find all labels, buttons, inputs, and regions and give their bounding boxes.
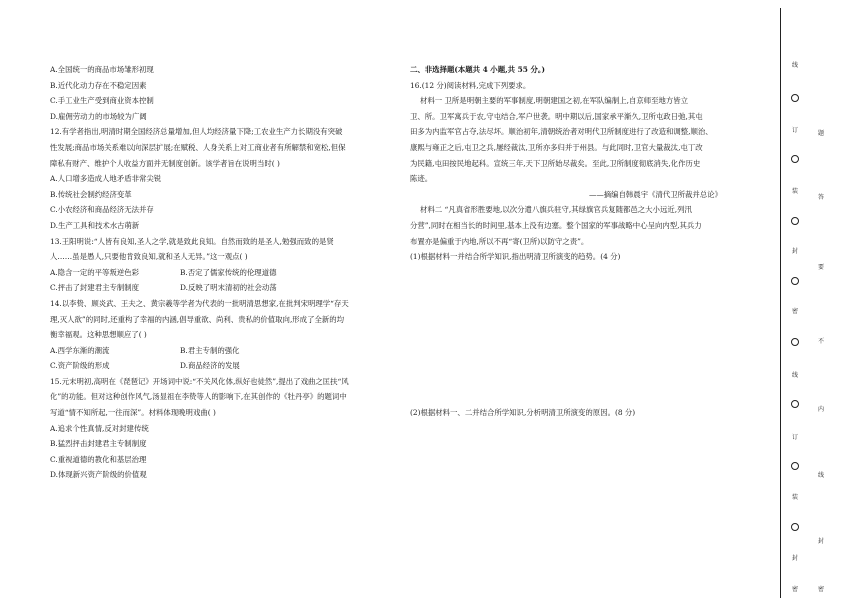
binding-label-2: 订 [792, 127, 799, 134]
question-14-line3: 衡幸福观。这种思想顺应了( ) [50, 330, 147, 340]
material1-line1: 材料一 卫所是明朝主要的军事制度,明朝建国之初,在军队编制上,自京师至地方皆立 [420, 96, 689, 106]
inner-label-2: 答 [818, 194, 825, 201]
material1-line6: 陈迹。 [410, 174, 433, 184]
options-13-row1 [50, 265, 375, 281]
option-14a: A.西学东渐的潮流 [50, 345, 110, 355]
inner-label-1: 题 [818, 130, 825, 137]
material1-line2: 卫、所。卫军寓兵于农,守屯结合,军户世袭。明中期以后,国家承平渐久,卫所屯政日弛,其屯 [410, 111, 703, 121]
binding-circle-3 [791, 217, 799, 225]
option-11c: C.手工业生产受到商业资本控制 [50, 96, 154, 106]
inner-label-5: 内 [818, 406, 825, 413]
binding-circle-8 [791, 523, 799, 531]
binding-label-8: 装 [792, 494, 799, 501]
option-14d: D.商品经济的发展 [180, 361, 240, 371]
question-14-line1: 14.以李贽、顾炎武、王夫之、黄宗羲等学者为代表的一批明清思想家,在批判宋明理学“存天 [50, 298, 349, 308]
option-11d: D.雇佣劳动力的市场较为广阔 [50, 111, 147, 121]
option-15d: D.体现新兴资产阶级的价值观 [50, 470, 147, 480]
right-column [410, 62, 740, 420]
material1-line5: 为民籍,屯田按民地起科。宣统三年,天下卫所始尽裁矣。至此,卫所制度彻底消失,化作历史 [410, 158, 701, 168]
options-14-row1 [50, 343, 375, 359]
option-14b: B.君主专制的强化 [180, 345, 240, 355]
section-title: 二、非选择题(本题共 4 小题,共 55 分。) [410, 65, 546, 74]
binding-circle-1 [791, 94, 799, 102]
question-13-line2: 人……虽是愚人,只要他肯致良知,就和圣人无异。”这一观点( ) [50, 252, 248, 262]
binding-line [780, 8, 781, 598]
binding-label-3: 装 [792, 188, 799, 195]
options-13-row2 [50, 280, 375, 296]
inner-label-6: 线 [818, 472, 825, 479]
answer-space-1 [410, 265, 740, 335]
question-12-line3: 障私有财产、维护个人收益方面并无制度创新。该学者旨在说明当时( ) [50, 158, 280, 168]
question-14-line2: 理,灭人欲”的同时,还重构了幸福的内涵,倡导重欲、尚利、贵私的价值取向,形成了全新的均 [50, 314, 345, 324]
binding-margin [776, 0, 860, 608]
question-15-line3: 写道“情不知所起,一往而深”。材料体现晚明戏曲( ) [50, 408, 216, 418]
option-13b: B.否定了儒家传统的伦理道德 [180, 267, 277, 277]
option-15c: C.重视道德的教化和基层治理 [50, 454, 147, 464]
binding-circle-7 [791, 462, 799, 470]
binding-circle-4 [791, 277, 799, 285]
binding-label-9: 封 [792, 555, 799, 562]
material1-line4: 康熙与雍正之后,屯卫之兵,屡经裁汰,卫所亦多归并于州县。与此同时,卫官大量裁汰,屯丁改 [410, 142, 703, 152]
binding-label-1: 线 [792, 62, 799, 69]
question-15-line2: 化”的功能。但对这种创作风气,汤显祖在李贽等人的影响下,在其创作的《牡丹亭》的题词中 [50, 392, 347, 402]
material2-line1: 材料二 “凡真省形胜要地,以次分遣八旗兵驻守,其绿旗官兵复随都邑之大小远近,列汛 [420, 205, 692, 215]
inner-label-7: 封 [818, 538, 825, 545]
options-14-row2 [50, 358, 375, 374]
option-12b: B.传统社会制约经济变革 [50, 189, 132, 199]
binding-label-5: 密 [792, 308, 799, 315]
material2-line3: 布置亦是偏重于内地,所以不再“寄(卫所)以防守之责”。 [410, 236, 589, 246]
option-13a: A.隐含一定的平等叛逆色彩 [50, 267, 139, 277]
option-14c: C.资产阶级的形成 [50, 361, 110, 371]
option-11b: B.近代化动力存在不稳定因素 [50, 80, 147, 90]
binding-label-6: 线 [792, 372, 799, 379]
question-16-1: (1)根据材料一并结合所学知识,指出明清卫所演变的趋势。(4 分) [410, 252, 621, 262]
binding-label-7: 订 [792, 434, 799, 441]
option-12a: A.人口增多造成人地矛盾非常尖锐 [50, 174, 162, 184]
left-column [50, 62, 375, 483]
question-16-intro: 16.(12 分)阅读材料,完成下列要求。 [410, 80, 531, 90]
option-11a: A.全国统一的商品市场雏形初现 [50, 65, 154, 74]
binding-circle-5 [791, 338, 799, 346]
option-12d: D.生产工具和技术水古萌新 [50, 220, 140, 230]
inner-label-4: 不 [818, 338, 825, 345]
question-12-line2: 性发展;商品市场关系难以向深层扩展;在赋税、人身关系上对工商业者有所解禁和宽松,但保 [50, 142, 346, 152]
inner-label-8: 密 [818, 586, 825, 593]
option-15b: B.猛烈抨击封建君主专制制度 [50, 439, 147, 449]
option-13c: C.抨击了封建君主专制制度 [50, 283, 140, 293]
option-13d: D.反映了明末清初的社会动荡 [180, 283, 277, 293]
binding-circle-6 [791, 400, 799, 408]
question-15-line1: 15.元末明初,高明在《琵琶记》开场词中说:“不关风化体,纵好也徒然”,提出了戏曲之匡扶“风 [50, 376, 349, 386]
binding-label-4: 封 [792, 248, 799, 255]
question-13-line1: 13.王阳明说:“人皆有良知,圣人之学,就是致此良知。自然而致的是圣人,勉强而致的是贤 [50, 236, 334, 246]
question-12-line1: 12.有学者指出,明清时期全国经济总量增加,但人均经济量下降;工农业生产力长期没有突破 [50, 127, 343, 137]
option-15a: A.追求个性真情,反对封建传统 [50, 423, 149, 433]
binding-circle-2 [791, 155, 799, 163]
inner-label-3: 要 [818, 264, 825, 271]
material2-line2: 分营”,同时在相当长的时间里,基本上没有边塞。整个国家的军事战略中心呈向内型,其兵力 [410, 220, 702, 230]
material1-line3: 田多为内监军官占夺,法尽坏。顺治初年,清朝统治者对明代卫所制度进行了改造和调整,顺治、 [410, 127, 713, 137]
material1-source: ——摘编自韩晨宇《清代卫所裁并总论》 [588, 189, 722, 199]
option-12c: C.小农经济和商品经济无法并存 [50, 205, 154, 215]
question-16-2: (2)根据材料一、二并结合所学知识,分析明清卫所演变的原因。(8 分) [410, 407, 636, 417]
answer-space-1b [410, 335, 740, 405]
binding-label-10: 密 [792, 586, 799, 593]
